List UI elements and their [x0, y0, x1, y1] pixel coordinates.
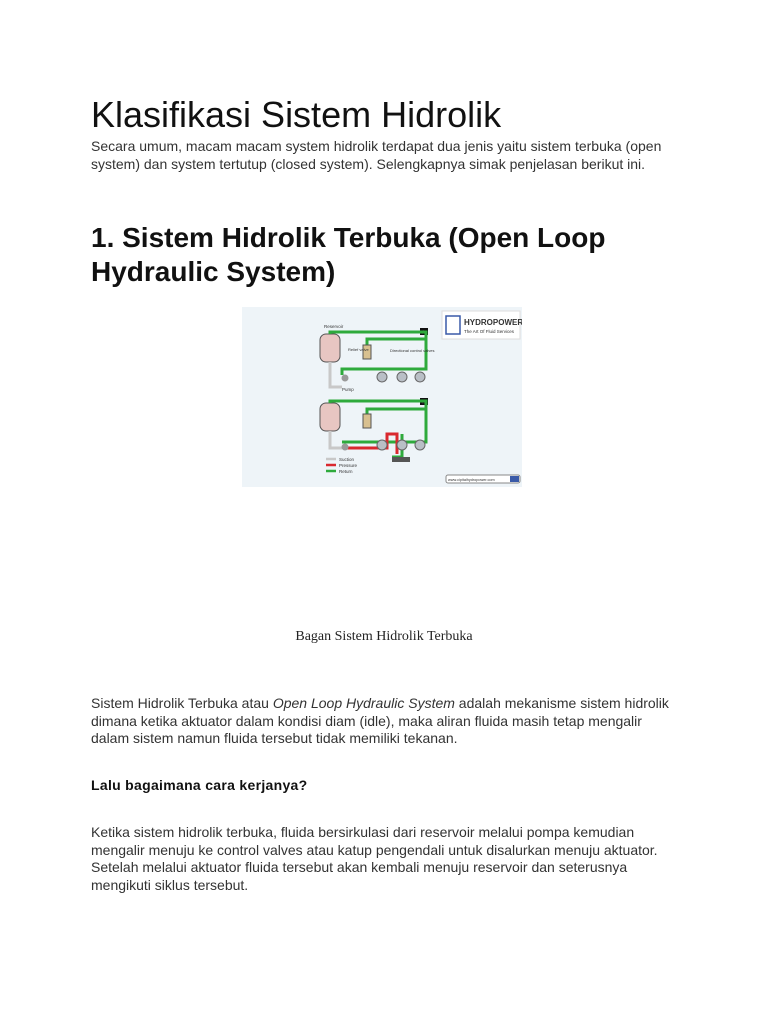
brand-name: HYDROPOWER — [464, 318, 522, 327]
paragraph-how-it-works: Ketika sistem hidrolik terbuka, fluida bersirkulasi dari reservoir melalui pompa kemudian mengalir menuju ke control valves atau katup pengendali untuk disalurkan menuju aktuator. Setelah melalui aktuator fluida tersebut akan kembali menuju reservoir dan seterusnya mengikuti siklus tersebut. — [91, 824, 658, 893]
badge-b-label: B — [422, 400, 426, 406]
paragraph-open-loop-start: Sistem Hidrolik Terbuka atau — [91, 695, 273, 711]
brand-logo-icon — [446, 316, 460, 334]
question-heading: Lalu bagaimana cara kerjanya? — [91, 777, 308, 793]
section-heading: 1. Sistem Hidrolik Terbuka (Open Loop Hydraulic System) — [91, 222, 606, 287]
legend-suction: Suction — [339, 457, 355, 462]
valve-b3 — [415, 440, 425, 450]
valve-a3 — [415, 372, 425, 382]
paragraph-open-loop-end: adalah mekanisme sistem hidrolik dimana ketika aktuator dalam kondisi diam (idle), maka aliran fluida masih tetap mengalir dalam sistem namun fluida tersebut tidak memiliki tekanan. — [91, 695, 669, 746]
pump-a — [342, 375, 349, 382]
search-icon — [510, 476, 519, 482]
intro-paragraph: Secara umum, macam macam system hidrolik terdapat dua jenis yaitu sistem terbuka (open system) dan system tertutup (closed system). Selengkapnya simak penjelasan berikut ini. — [91, 138, 662, 172]
label-relief-valve: Relief valve — [348, 347, 369, 352]
hydraulic-diagram — [242, 307, 522, 487]
actuator-b — [392, 457, 410, 462]
label-reservoir: Reservoir — [324, 324, 344, 329]
hydraulic-diagram-figure — [242, 307, 522, 487]
valve-b1 — [377, 440, 387, 450]
pump-b — [342, 444, 349, 451]
url-text: www.cipitalhydropower.com — [448, 478, 495, 482]
paragraph-open-loop — [91, 695, 681, 748]
label-directional-valves: Directional control valves — [390, 348, 435, 353]
relief-valve-b — [363, 414, 371, 428]
page-title: Klasifikasi Sistem Hidrolik — [91, 94, 502, 135]
reservoir-a — [320, 334, 340, 362]
legend-return: Return — [339, 469, 353, 474]
paragraph-open-loop-italic: Open Loop Hydraulic System — [272, 695, 455, 711]
legend-pressure: Pressure — [339, 463, 358, 468]
figure-caption: Bagan Sistem Hidrolik Terbuka — [295, 629, 473, 644]
valve-a1 — [377, 372, 387, 382]
reservoir-b — [320, 403, 340, 431]
label-pump: Pump — [342, 387, 354, 392]
brand-tagline: The Art Of Fluid Services — [464, 329, 515, 334]
valve-b2 — [397, 440, 407, 450]
badge-a-label: A — [422, 330, 426, 336]
valve-a2 — [397, 372, 407, 382]
